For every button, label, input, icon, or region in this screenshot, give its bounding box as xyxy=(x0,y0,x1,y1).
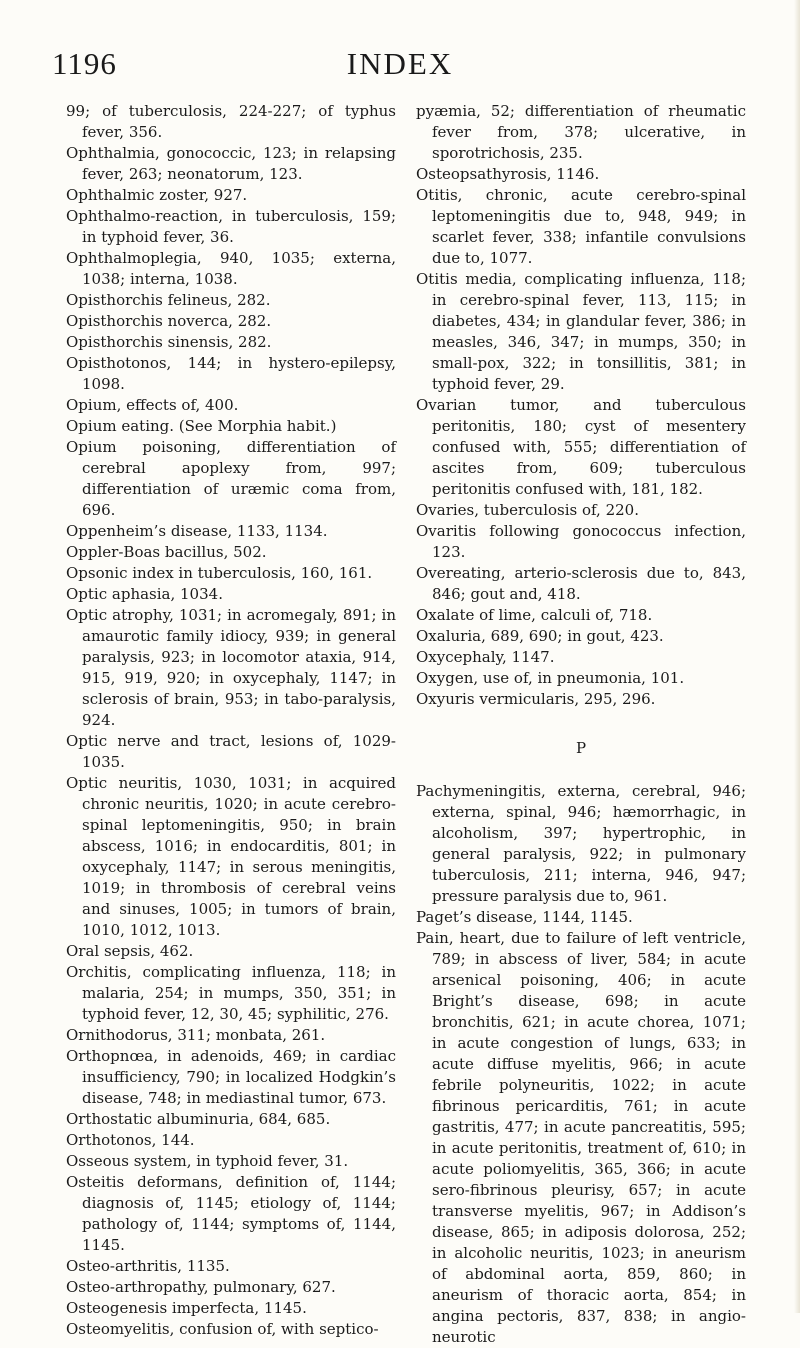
index-entry: Otitis, chronic, acute cerebro-spinal leptomeningitis due to, 948, 949; in scarlet fever, 338; infantile convulsions due to, 1077. xyxy=(416,186,746,267)
index-entry: Ornithodorus, 311; monbata, 261. xyxy=(66,1026,326,1044)
index-entry: Optic atrophy, 1031; in acromegaly, 891; in amaurotic family idiocy, 939; in general paralysis, 923; in locomotor ataxia, 914, 915, 919, 920; in oxycephaly, 1147; in sclerosis of brain, 953; in tabo-paralysis, 924. xyxy=(66,606,396,729)
index-entry: Optic nerve and tract, lesions of, 1029-1035. xyxy=(66,732,396,771)
index-entry: Oppenheim’s disease, 1133, 1134. xyxy=(66,522,328,540)
index-entry: 99; of tuberculosis, 224-227; of typhus fever, 356. xyxy=(66,102,396,141)
index-entry: Oxycephaly, 1147. xyxy=(416,648,555,666)
index-entry: Opisthorchis noverca, 282. xyxy=(66,312,272,330)
index-entry: Osteomyelitis, confusion of, with septico- xyxy=(66,1320,379,1338)
index-entry: Overeating, arterio-sclerosis due to, 843, 846; gout and, 418. xyxy=(416,564,746,603)
index-entry: pyæmia, 52; differentiation of rheumatic fever from, 378; ulcerative, in sporotrichosis, 235. xyxy=(416,102,746,162)
section-letter: P xyxy=(575,739,587,757)
index-entry: Ophthalmia, gonococcic, 123; in relapsing fever, 263; neonatorum, 123. xyxy=(66,144,396,183)
index-entry: Opisthorchis sinensis, 282. xyxy=(66,333,272,351)
index-entry: Orthostatic albuminuria, 684, 685. xyxy=(66,1110,331,1128)
index-entry: Opsonic index in tuberculosis, 160, 161. xyxy=(66,564,373,582)
index-entry: Otitis media, complicating influenza, 118; in cerebro-spinal fever, 113, 115; in diabetes, 434; in glandular fever, 386; in measles, 346, 347; in mumps, 350; in small-pox, 322; in tonsillitis, 381; in typhoid fever, 29. xyxy=(416,270,746,393)
index-entry: Osteo-arthritis, 1135. xyxy=(66,1257,230,1275)
page-number: 1196 xyxy=(52,46,117,81)
right-column-o-entries xyxy=(416,101,746,710)
index-entry: Opisthotonos, 144; in hystero-epilepsy, 1098. xyxy=(66,354,396,393)
index-entry: Ovaritis following gonococcus infection, 123. xyxy=(416,522,746,561)
index-entry: Orthotonos, 144. xyxy=(66,1131,195,1149)
index-entry: Opisthorchis felineus, 282. xyxy=(66,291,271,309)
index-entry: Osteo-arthropathy, pulmonary, 627. xyxy=(66,1278,336,1296)
right-column-p-entries xyxy=(416,781,746,1348)
index-entry: Oxyuris vermicularis, 295, 296. xyxy=(416,690,656,708)
index-entry: Pain, heart, due to failure of left ventricle, 789; in abscess of liver, 584; in acute arsenical poisoning, 406; in acute Bright’s disease, 698; in acute bronchitis, 621; in acute chorea, 1071; in acute congestion of lungs, 633; in acute diffuse myelitis, 966; in acute febrile polyneuritis, 1022; in acute fibrinous pericarditis, 761; in acute gastritis, 477; in acute pancreatitis, 595; in acute peritonitis, treatment of, 610; in acute poliomyelitis, 365, 366; in acute sero-fibrinous pleurisy, 657; in acute transverse myelitis, 967; in Addison’s disease, 865; in adiposis dolorosa, 252; in alcoholic neuritis, 1023; in aneurism of abdominal aorta, 859, 860; in aneurism of thoracic aorta, 854; in angina pectoris, 837, 838; in angio-neurotic xyxy=(416,929,746,1346)
page-header xyxy=(0,46,800,86)
index-entry: Osseous system, in typhoid fever, 31. xyxy=(66,1152,349,1170)
index-entry: Ophthalmo-reaction, in tuberculosis, 159; in typhoid fever, 36. xyxy=(66,207,396,246)
index-entry: Opium, effects of, 400. xyxy=(66,396,239,414)
index-entry: Oxalate of lime, calculi of, 718. xyxy=(416,606,653,624)
index-entry: Paget’s disease, 1144, 1145. xyxy=(416,908,633,926)
index-entry: Oxaluria, 689, 690; in gout, 423. xyxy=(416,627,664,645)
right-column xyxy=(416,101,746,1348)
left-column xyxy=(66,101,396,1340)
index-entry: Ophthalmic zoster, 927. xyxy=(66,186,248,204)
index-entry: Osteopsathyrosis, 1146. xyxy=(416,165,600,183)
index-entry: Orchitis, complicating influenza, 118; in malaria, 254; in mumps, 350, 351; in typhoid fever, 12, 30, 45; syphilitic, 276. xyxy=(66,963,396,1023)
index-entry: Oxygen, use of, in pneumonia, 101. xyxy=(416,669,685,687)
index-entry: Optic neuritis, 1030, 1031; in acquired chronic neuritis, 1020; in acute cerebro-spinal leptomeningitis, 950; in brain abscess, 1016; in endocarditis, 801; in oxycephaly, 1147; in serous meningitis, 1019; in thrombosis of cerebral veins and sinuses, 1005; in tumors of brain, 1010, 1012, 1013. xyxy=(66,774,396,939)
index-entry: Opium poisoning, differentiation of cerebral apoplexy from, 997; differentiation of uræmic coma from, 696. xyxy=(66,438,396,519)
index-entry: Optic aphasia, 1034. xyxy=(66,585,223,603)
index-entry: Ovarian tumor, and tuberculous peritonitis, 180; cyst of mesentery confused with, 555; differentiation of ascites from, 609; tuberculous peritonitis confused with, 181, 182. xyxy=(416,396,746,498)
index-entry: Ovaries, tuberculosis of, 220. xyxy=(416,501,639,519)
index-entry: Pachymeningitis, externa, cerebral, 946; externa, spinal, 946; hæmorrhagic, in alcoholism, 397; hypertrophic, in general paralysis, 922; in pulmonary tuberculosis, 211; interna, 946, 947; pressure paralysis due to, 961. xyxy=(416,782,746,905)
index-entry: Osteogenesis imperfecta, 1145. xyxy=(66,1299,307,1317)
index-entry: Oppler-Boas bacillus, 502. xyxy=(66,543,267,561)
index-entry: Orthopnœa, in adenoids, 469; in cardiac insufficiency, 790; in localized Hodgkin’s disease, 748; in mediastinal tumor, 673. xyxy=(66,1047,396,1107)
index-entry: Osteitis deformans, definition of, 1144; diagnosis of, 1145; etiology of, 1144; pathology of, 1144; symptoms of, 1144, 1145. xyxy=(66,1173,396,1254)
page-edge xyxy=(794,0,800,1313)
index-entry: Opium eating. (See Morphia habit.) xyxy=(66,417,337,435)
index-entry: Oral sepsis, 462. xyxy=(66,942,194,960)
running-title: INDEX xyxy=(346,46,454,81)
index-entry: Ophthalmoplegia, 940, 1035; externa, 1038; interna, 1038. xyxy=(66,249,396,288)
